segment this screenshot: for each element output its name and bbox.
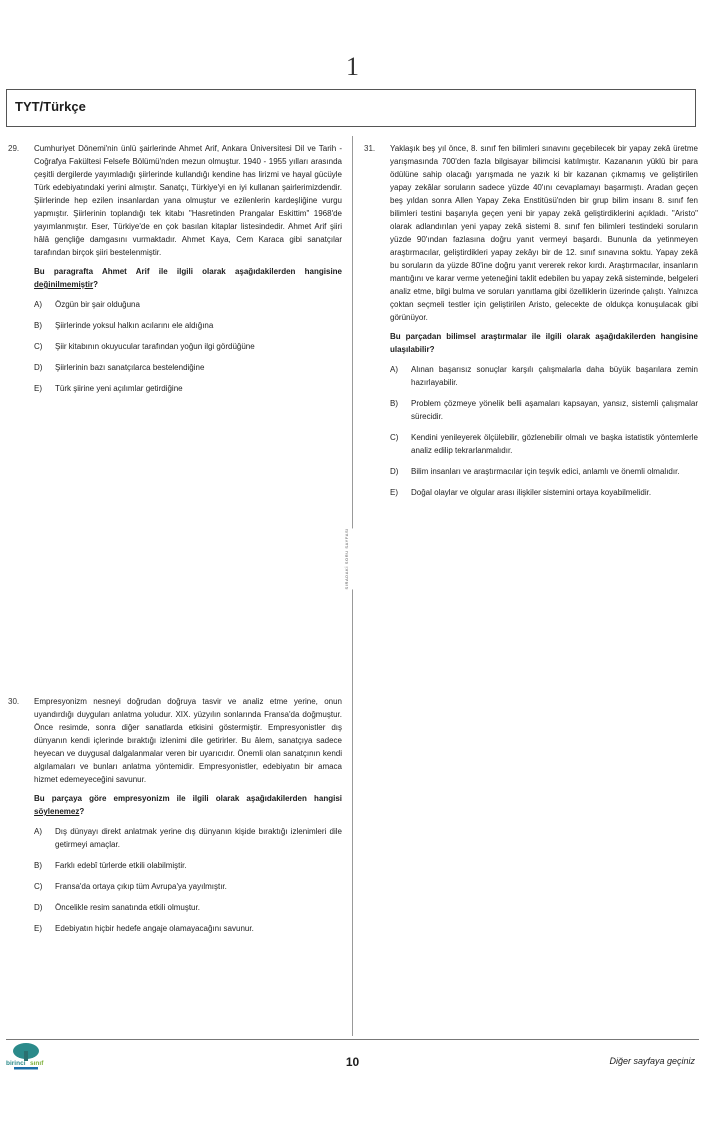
option-b[interactable]: B) Şiirlerinde yoksul halkın acılarını ele aldığına: [34, 321, 214, 330]
section-header: [6, 89, 696, 127]
logo-text-accent: sınıf: [30, 1060, 44, 1067]
question-30: [8, 695, 342, 943]
bottom-page-number: 10: [345, 1055, 360, 1069]
answer-options: [390, 363, 698, 499]
option-a[interactable]: A) Alınan başarısız sonuçlar karşılı çalışmalarla daha büyük başarılara zemin hazırlayabilir.: [390, 365, 698, 387]
question-31: [364, 142, 698, 507]
question-passage: Empresyonizm nesneyi doğrudan doğruya tasvir ve analiz etme yerine, onun uyandırdığı duyguları anlatma yoludur. XIX. yüzyılın sonlarında Fransa'da doğmuştur. Önce resimde, sonra diğer sanatlarda etkisini göstermiştir. Empresyonistler dış dünyanın kendi içlerinde bıraktığı izlenimi dile getirirler. Bu âlem, sanatçıya sadece heyecan ve duygusal dalgalanmalar veren bir uyarıcıdır. Önemli olan sanatçının kendi algılamaları ve bunları anlatma yöntemidir. Empresyonistler, edebiyatın bir amaca hizmet edemeyeceğini savunur.: [34, 697, 342, 784]
option-d[interactable]: D) Bilim insanları ve araştırmacılar için teşvik edici, anlamlı ve önemli olmalıdır.: [390, 467, 680, 476]
question-stem: Bu paragrafta Ahmet Arif ile ilgili olarak aşağıdakilerden hangisine değinilmemiştir?: [34, 267, 342, 289]
option-e[interactable]: E) Doğal olaylar ve olgular arası ilişkiler sistemini ortaya koyabilmelidir.: [390, 488, 652, 497]
option-a[interactable]: A) Dış dünyayı direkt anlatmak yerine dış dünyanın kişide bıraktığı izlenimleri dile getirmeyi amaçlar.: [34, 827, 342, 849]
section-title: TYT/Türkçe: [15, 99, 86, 114]
top-page-number: 1: [346, 52, 359, 81]
question-passage: Cumhuriyet Dönemi'nin ünlü şairlerinde Ahmet Arif, Ankara Üniversitesi Dil ve Tarih - Coğrafya Fakültesi Felsefe Bölümü'nden mezun olmuştur. 1940 - 1955 yılları arasında çeşitli dergilerde yayımladığı şiirlerinde kullandığı kendine has lirizmi ve hayal gücüyle Türk edebiyatındaki yerini almıştır. Sanatçı, Türkiye'yi en iyi kullanan şairlerimizdendir. Şiirlerinde hep ezilen insanlardan yana olmuştur ve ezilenlerin kardeşliğine vurgu yapmıştır. Şiirlerinin toplandığı tek kitabı "Hasretinden Prangalar Eskittim" 1968'de yayımlanmıştır. Eser, Türkiye'de en çok basılan kitaplar listesindedir. Ahmet Arif şiiri hâlâ gençliğe damgasını vurmaktadır. Ahmet Kaya, Cem Karaca gibi sanatçılar tarafından birçok şiiri bestelenmiştir.: [34, 144, 342, 257]
footer-divider: [6, 1039, 699, 1040]
answer-options: [34, 825, 342, 935]
option-c[interactable]: C) Kendini yenileyerek ölçülebilir, gözlenebilir olmalı ve başka istatistik yöntemlerle analiz edilip tekrarlanmalıdır.: [390, 433, 698, 455]
question-number: 31.: [364, 144, 376, 153]
option-a[interactable]: A) Özgün bir şair olduğuna: [34, 300, 140, 309]
option-c[interactable]: C) Şiir kitabının okuyucular tarafından yoğun ilgi gördüğüne: [34, 342, 255, 351]
option-c[interactable]: C) Fransa'da ortaya çıkıp tüm Avrupa'ya yayılmıştır.: [34, 882, 227, 891]
vertical-margin-text: SIRADAKİ SORU SAYFASI: [344, 528, 360, 589]
question-stem: Bu parçaya göre empresyonizm ile ilgili olarak aşağıdakilerden hangisi söylenemez?: [34, 794, 342, 816]
question-stem: Bu parçadan bilimsel araştırmalar ile ilgili olarak aşağıdakilerden hangisine ulaşılabilir?: [390, 332, 698, 354]
answer-options: [34, 298, 342, 395]
question-29: [8, 142, 342, 403]
option-b[interactable]: B) Farklı edebî türlerde etkili olabilmiştir.: [34, 861, 187, 870]
question-number: 29.: [8, 144, 20, 153]
question-passage: Yaklaşık beş yıl önce, 8. sınıf fen bilimleri sınavını geçebilecek bir yapay zekâ üretme yarışmasında 700'den fazla bilgisayar bilimcisi katılmıştır. Kazananın yüklü bir para ödülüne sahip olacağı yarışmada ne yazık ki bir kazanan çıkmamış ve geliştirilen yapay zekâlar soruların sadece yüzde 40'ını cevaplamayı başarmıştı. Aradan geçen beş yıldan sonra Allen Yapay Zeka Enstitüsü'nden bir grup bilim insanı 8. sınıf fen bilimleri testini başarıyla geçen yeni bir yapay zekâ geliştirdiklerini açıkladı. "Aristo" olarak adlandırılan yeni yapay zekâ sistemi 8. sınıf fen bilimleri testindeki soruların yüzde 90'ından fazlasına doğru yanıt vermeyi başardı. Bununla da yetinmeyen araştırmacılar, geliştirdikleri yapay zekâyı bir de 12. sınıf sınavına soktu. Yapay zekâ bu soruların da yüzde 80'ine doğru yanıt vererek rekor kırdı. Araştırmacılar, insanların mantığını ve karar verme yeteneğini taklit edebilen bu yapay zekâ sisteminde, belgeleri analiz etme, bilgi bulma ve soruları yanıtlama gibi özelliklerin üzerinde çalıştı. Yalnızca çoktan seçmeli testler için geliştirilen Aristo, gelecekte de oldukça konuşulacak gibi görünüyor.: [390, 144, 698, 322]
option-d[interactable]: D) Şiirlerinin bazı sanatçılarca bestelendiğine: [34, 363, 205, 372]
option-e[interactable]: E) Edebiyatın hiçbir hedefe angaje olamayacağını savunur.: [34, 924, 254, 933]
option-b[interactable]: B) Problem çözmeye yönelik belli aşamaları kapsayan, yansız, sistemli çalışmalar sürecidir.: [390, 399, 698, 421]
question-number: 30.: [8, 697, 20, 706]
option-d[interactable]: D) Öncelikle resim sanatında etkili olmuştur.: [34, 903, 200, 912]
option-e[interactable]: E) Türk şiirine yeni açılımlar getirdiğine: [34, 384, 183, 393]
logo-text: birinci: [6, 1060, 26, 1067]
next-page-note: Diğer sayfaya geçiniz: [609, 1056, 695, 1066]
